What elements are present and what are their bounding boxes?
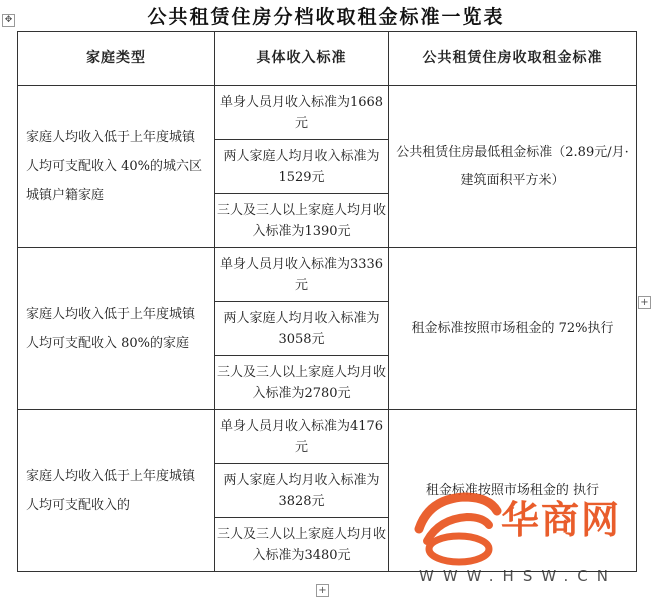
table-header-row [18, 32, 637, 86]
income-standard-cell: 单身人员月收入标准为3336元 [215, 248, 389, 302]
income-standard-cell: 三人及三人以上家庭人均月收入标准为3480元 [215, 518, 389, 572]
watermark-brand: 华商网 [501, 497, 622, 542]
income-standard-cell: 单身人员月收入标准为1668元 [215, 86, 389, 140]
income-standard-cell: 三人及三人以上家庭人均月收入标准为2780元 [215, 356, 389, 410]
family-type-cell: 家庭人均收入低于上年度城镇人均可支配收入 40%的城六区城镇户籍家庭 [18, 86, 215, 248]
family-type-cell: 家庭人均收入低于上年度城镇人均可支配收入的 [18, 410, 215, 572]
income-standard-cell: 单身人员月收入标准为4176元 [215, 410, 389, 464]
header-income-standard: 具体收入标准 [215, 32, 389, 86]
table-row [18, 410, 637, 464]
header-family-type: 家庭类型 [18, 32, 215, 86]
move-icon[interactable]: ✥ [2, 14, 15, 27]
income-standard-cell: 两人家庭人均月收入标准为1529元 [215, 140, 389, 194]
income-standard-cell: 两人家庭人均月收入标准为3828元 [215, 464, 389, 518]
rent-standard-cell: 租金标准按照市场租金的 执行 [389, 410, 637, 572]
header-rent-standard: 公共租赁住房收取租金标准 [389, 32, 637, 86]
hsw-logo-icon [409, 489, 504, 569]
table-row [18, 86, 637, 140]
rent-standard-cell: 公共租赁住房最低租金标准（2.89元/月·建筑面积平方米） [389, 86, 637, 248]
income-standard-cell: 两人家庭人均月收入标准为3058元 [215, 302, 389, 356]
income-standard-cell: 三人及三人以上家庭人均月收入标准为1390元 [215, 194, 389, 248]
add-row-icon[interactable]: + [316, 584, 329, 597]
watermark-url: WWW.HSW.CN [419, 567, 617, 585]
page-title: 公共租赁住房分档收取租金标准一览表 [147, 6, 505, 28]
table-row [18, 248, 637, 302]
family-type-cell: 家庭人均收入低于上年度城镇人均可支配收入 80%的家庭 [18, 248, 215, 410]
rent-standard-cell: 租金标准按照市场租金的 72%执行 [389, 248, 637, 410]
add-column-icon[interactable]: + [638, 296, 651, 309]
watermark [405, 485, 645, 597]
